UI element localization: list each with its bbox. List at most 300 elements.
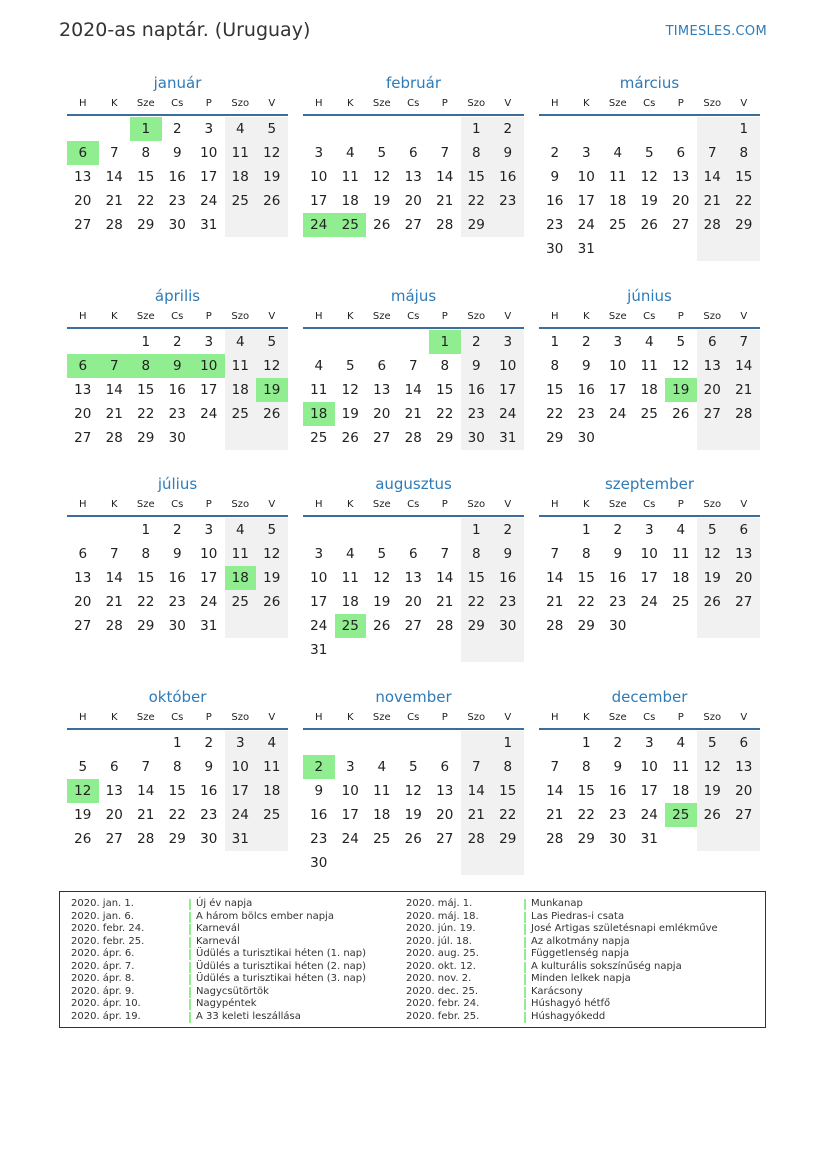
day-cell: 17	[200, 570, 218, 586]
weekday-label: Szo	[703, 311, 722, 322]
day-cell: 25	[310, 430, 328, 446]
day-cell: 23	[461, 402, 493, 426]
weekday-label: K	[110, 98, 118, 109]
day-cell: 7	[550, 759, 560, 775]
day-cell: 26	[697, 590, 729, 614]
day-cell: 12	[373, 169, 391, 185]
empty-cell	[634, 117, 666, 141]
day-cell: 19	[256, 566, 288, 590]
legend-row	[71, 998, 391, 1011]
weekday-label: V	[504, 499, 512, 510]
day-cell: 18	[225, 378, 257, 402]
day-cell: 30	[609, 618, 627, 634]
day-cell: 1	[581, 735, 591, 751]
holiday-name: A 33 keleti leszállása	[196, 1010, 301, 1022]
day-cell: 20	[436, 807, 454, 823]
day-cell: 28	[461, 827, 493, 851]
day-cell: 8	[581, 546, 591, 562]
day-cell: 23	[492, 590, 524, 614]
day-cell: 4	[225, 518, 257, 542]
day-cell: 27	[105, 831, 123, 847]
holiday-name: Karácsony	[531, 985, 583, 997]
day-cell: 25	[640, 406, 658, 422]
day-cell: 5	[256, 518, 288, 542]
empty-cell	[728, 827, 760, 851]
day-cell: 11	[225, 542, 257, 566]
empty-cell	[99, 330, 131, 354]
weekday-label: H	[78, 311, 87, 322]
day-cell: 16	[577, 382, 595, 398]
day-cell: 12	[640, 169, 658, 185]
day-cell: 20	[672, 193, 690, 209]
empty-cell	[193, 426, 225, 450]
day-cell: 15	[436, 382, 454, 398]
day-cell: 25	[672, 594, 690, 610]
empty-cell	[492, 213, 524, 237]
day-cell: 16	[492, 566, 524, 590]
holiday-name: Karnevál	[196, 923, 240, 934]
weekday-label: K	[110, 712, 118, 723]
empty-cell	[634, 237, 666, 261]
day-cell: 28	[697, 213, 729, 237]
day-cell: 29	[461, 614, 493, 638]
day-cell: 3	[644, 735, 654, 751]
holiday-day: 25	[665, 803, 697, 827]
day-cell: 6	[697, 330, 729, 354]
day-cell: 12	[404, 783, 422, 799]
day-cell: 21	[436, 594, 454, 610]
legend-column-right	[406, 898, 726, 1023]
day-cell: 5	[408, 759, 418, 775]
day-cell: 10	[200, 145, 218, 161]
day-cell: 24	[200, 406, 218, 422]
day-cell: 2	[172, 522, 182, 538]
day-cell: 6	[78, 546, 88, 562]
holiday-name: Munkanap	[531, 898, 583, 909]
day-cell: 17	[640, 570, 658, 586]
day-cell: 12	[697, 542, 729, 566]
month-1	[67, 72, 288, 237]
day-cell: 23	[546, 217, 564, 233]
day-cell: 24	[341, 831, 359, 847]
holiday-marker	[189, 962, 191, 973]
day-cell: 8	[440, 358, 450, 374]
weekday-label: Cs	[171, 311, 184, 322]
weekday-label: Szo	[231, 311, 250, 322]
day-cell: 27	[728, 803, 760, 827]
day-cell: 17	[310, 193, 328, 209]
day-cell: 6	[408, 145, 418, 161]
day-cell: 15	[546, 382, 564, 398]
day-cell: 8	[550, 358, 560, 374]
weekday-label: H	[314, 311, 323, 322]
day-cell: 15	[577, 570, 595, 586]
empty-cell	[67, 117, 99, 141]
day-cell: 10	[341, 783, 359, 799]
empty-cell	[303, 117, 335, 141]
empty-cell	[335, 518, 367, 542]
day-cell: 11	[609, 169, 627, 185]
weekday-header	[303, 495, 524, 517]
holiday-date: 2020. febr. 25.	[406, 1010, 480, 1022]
day-cell: 13	[74, 382, 92, 398]
holiday-day: 18	[303, 402, 335, 426]
month-title: október	[148, 688, 207, 706]
legend-row	[71, 1011, 391, 1024]
day-cell: 26	[373, 217, 391, 233]
holiday-marker	[189, 937, 191, 948]
empty-cell	[539, 518, 571, 542]
day-cell: 25	[225, 189, 257, 213]
day-cell: 29	[168, 831, 186, 847]
day-cell: 15	[461, 566, 493, 590]
weekday-label: P	[441, 712, 448, 723]
empty-cell	[398, 638, 430, 662]
day-cell: 14	[404, 382, 422, 398]
day-cell: 26	[256, 590, 288, 614]
day-cell: 28	[404, 430, 422, 446]
legend-row	[71, 973, 391, 986]
day-cell: 11	[341, 570, 359, 586]
legend-row	[406, 986, 726, 999]
day-cell: 11	[373, 783, 391, 799]
day-cell: 14	[436, 169, 454, 185]
empty-cell	[130, 731, 162, 755]
holiday-date: 2020. febr. 25.	[71, 935, 145, 947]
empty-cell	[697, 237, 729, 261]
empty-cell	[256, 827, 288, 851]
day-cell: 15	[577, 783, 595, 799]
weekday-label: V	[504, 712, 512, 723]
day-cell: 20	[404, 594, 422, 610]
weekday-label: V	[504, 311, 512, 322]
day-cell: 29	[436, 430, 454, 446]
empty-cell	[429, 518, 461, 542]
empty-cell	[665, 614, 697, 638]
holiday-name: A kulturális sokszínűség napja	[531, 960, 682, 972]
month-title: március	[619, 74, 680, 92]
empty-cell	[256, 614, 288, 638]
weekday-header	[303, 708, 524, 730]
day-cell: 29	[577, 831, 595, 847]
empty-cell	[398, 518, 430, 542]
empty-cell	[335, 638, 367, 662]
day-cell: 12	[256, 141, 288, 165]
day-cell: 7	[408, 358, 418, 374]
day-grid	[303, 731, 524, 875]
day-cell: 23	[492, 189, 524, 213]
weekday-label: Cs	[407, 311, 420, 322]
day-cell: 22	[461, 590, 493, 614]
weekday-label: H	[314, 499, 323, 510]
day-cell: 24	[492, 402, 524, 426]
holiday-name: Minden lelkek napja	[531, 973, 631, 984]
day-cell: 25	[609, 217, 627, 233]
day-cell: 10	[577, 169, 595, 185]
legend-row	[71, 986, 391, 999]
day-cell: 23	[168, 594, 186, 610]
weekday-label: V	[268, 712, 276, 723]
weekday-label: H	[550, 499, 559, 510]
day-cell: 13	[373, 382, 391, 398]
month-11	[303, 686, 524, 875]
holiday-name: Az alkotmány napja	[531, 935, 630, 947]
day-cell: 14	[137, 783, 155, 799]
day-cell: 20	[728, 566, 760, 590]
weekday-label: Cs	[171, 98, 184, 109]
day-cell: 7	[697, 141, 729, 165]
weekday-label: K	[346, 311, 354, 322]
holiday-marker	[524, 924, 526, 935]
holiday-legend	[59, 891, 766, 1028]
day-grid	[67, 731, 288, 851]
weekday-label: Sze	[372, 499, 391, 510]
day-cell: 10	[492, 354, 524, 378]
day-cell: 26	[341, 430, 359, 446]
day-cell: 2	[581, 334, 591, 350]
holiday-date: 2020. nov. 2.	[406, 973, 472, 984]
holiday-marker	[524, 949, 526, 960]
day-cell: 10	[640, 759, 658, 775]
weekday-header	[539, 495, 760, 517]
day-cell: 9	[492, 542, 524, 566]
day-cell: 19	[373, 193, 391, 209]
day-cell: 19	[640, 193, 658, 209]
day-cell: 7	[728, 330, 760, 354]
weekday-label: Sze	[608, 311, 627, 322]
day-cell: 24	[640, 594, 658, 610]
day-cell: 16	[492, 165, 524, 189]
day-cell: 23	[310, 831, 328, 847]
holiday-day: 6	[67, 354, 99, 378]
day-cell: 13	[74, 169, 92, 185]
day-cell: 24	[200, 193, 218, 209]
day-cell: 10	[225, 755, 257, 779]
day-cell: 21	[137, 807, 155, 823]
day-cell: 24	[640, 807, 658, 823]
day-cell: 8	[141, 546, 151, 562]
holiday-name: Karnevál	[196, 935, 240, 947]
day-cell: 22	[577, 594, 595, 610]
day-cell: 10	[310, 570, 328, 586]
empty-cell	[303, 330, 335, 354]
day-cell: 4	[345, 546, 355, 562]
day-cell: 4	[644, 334, 654, 350]
day-cell: 21	[105, 594, 123, 610]
holiday-day: 10	[193, 354, 225, 378]
day-cell: 31	[225, 827, 257, 851]
weekday-label: Szo	[467, 98, 486, 109]
day-cell: 26	[404, 831, 422, 847]
day-cell: 5	[644, 145, 654, 161]
day-cell: 30	[461, 426, 493, 450]
weekday-label: Cs	[407, 712, 420, 723]
empty-cell	[67, 731, 99, 755]
weekday-label: P	[205, 98, 212, 109]
day-cell: 31	[310, 642, 328, 658]
holiday-date: 2020. dec. 25.	[406, 985, 479, 997]
day-cell: 2	[172, 334, 182, 350]
day-cell: 12	[672, 358, 690, 374]
weekday-header	[67, 307, 288, 329]
day-cell: 8	[141, 145, 151, 161]
legend-row	[406, 1011, 726, 1024]
day-cell: 6	[728, 731, 760, 755]
day-cell: 9	[581, 358, 591, 374]
day-cell: 27	[436, 831, 454, 847]
day-cell: 6	[728, 518, 760, 542]
day-cell: 27	[404, 618, 422, 634]
day-cell: 18	[341, 594, 359, 610]
legend-row	[406, 961, 726, 974]
holiday-date: 2020. aug. 25.	[406, 948, 479, 959]
empty-cell	[634, 614, 666, 638]
month-title: augusztus	[375, 475, 452, 493]
day-cell: 17	[609, 382, 627, 398]
month-8	[303, 473, 524, 662]
weekday-label: Cs	[171, 499, 184, 510]
holiday-marker	[189, 924, 191, 935]
day-cell: 24	[577, 217, 595, 233]
weekday-header	[539, 708, 760, 730]
day-cell: 17	[225, 779, 257, 803]
day-cell: 21	[697, 189, 729, 213]
day-cell: 9	[550, 169, 560, 185]
weekday-label: Sze	[372, 311, 391, 322]
day-cell: 1	[141, 334, 151, 350]
day-cell: 8	[728, 141, 760, 165]
day-cell: 22	[577, 807, 595, 823]
weekday-label: H	[550, 712, 559, 723]
day-cell: 29	[137, 430, 155, 446]
weekday-label: V	[268, 499, 276, 510]
empty-cell	[461, 731, 493, 755]
day-cell: 1	[461, 117, 493, 141]
holiday-marker	[524, 999, 526, 1010]
day-cell: 19	[697, 566, 729, 590]
day-cell: 7	[109, 145, 119, 161]
empty-cell	[366, 731, 398, 755]
empty-cell	[697, 426, 729, 450]
holiday-day: 19	[665, 378, 697, 402]
empty-cell	[256, 213, 288, 237]
weekday-label: K	[346, 499, 354, 510]
day-cell: 20	[74, 193, 92, 209]
empty-cell	[429, 638, 461, 662]
day-cell: 11	[672, 546, 690, 562]
day-cell: 15	[137, 570, 155, 586]
day-cell: 22	[492, 803, 524, 827]
day-cell: 12	[341, 382, 359, 398]
holiday-name: Üdülés a turisztikai héten (1. nap)	[196, 948, 367, 959]
empty-cell	[429, 851, 461, 875]
holiday-date: 2020. febr. 24.	[71, 923, 145, 934]
day-cell: 8	[461, 141, 493, 165]
day-cell: 9	[314, 783, 324, 799]
holiday-day: 2	[303, 755, 335, 779]
day-cell: 4	[676, 522, 686, 538]
day-cell: 5	[377, 546, 387, 562]
weekday-label: Sze	[372, 712, 391, 723]
day-cell: 20	[728, 779, 760, 803]
day-cell: 4	[676, 735, 686, 751]
day-cell: 3	[581, 145, 591, 161]
day-cell: 29	[577, 618, 595, 634]
day-cell: 31	[200, 618, 218, 634]
day-cell: 13	[74, 570, 92, 586]
day-cell: 27	[74, 217, 92, 233]
holiday-marker	[189, 899, 191, 910]
holiday-date: 2020. ápr. 7.	[71, 960, 135, 972]
legend-column-left	[71, 898, 391, 1023]
weekday-label: K	[582, 712, 590, 723]
day-cell: 29	[137, 217, 155, 233]
day-cell: 26	[74, 831, 92, 847]
holiday-date: 2020. ápr. 9.	[71, 985, 135, 997]
day-cell: 14	[697, 165, 729, 189]
weekday-label: K	[346, 98, 354, 109]
day-cell: 21	[105, 406, 123, 422]
day-cell: 28	[105, 618, 123, 634]
day-cell: 27	[728, 590, 760, 614]
holiday-day: 8	[130, 354, 162, 378]
day-cell: 9	[172, 145, 182, 161]
weekday-label: Szo	[467, 311, 486, 322]
day-cell: 29	[492, 827, 524, 851]
day-cell: 8	[172, 759, 182, 775]
day-cell: 28	[436, 618, 454, 634]
brand-link[interactable]: TIMESLES.COM	[665, 24, 767, 39]
empty-cell	[366, 330, 398, 354]
day-cell: 29	[137, 618, 155, 634]
day-cell: 19	[341, 406, 359, 422]
day-cell: 2	[492, 518, 524, 542]
day-cell: 13	[404, 570, 422, 586]
empty-cell	[225, 213, 257, 237]
holiday-date: 2020. máj. 18.	[406, 910, 479, 922]
holiday-name: A három bölcs ember napja	[196, 910, 334, 922]
legend-row	[71, 923, 391, 936]
day-cell: 25	[225, 402, 257, 426]
day-cell: 6	[109, 759, 119, 775]
day-cell: 9	[172, 546, 182, 562]
weekday-label: Cs	[407, 499, 420, 510]
month-title: szeptember	[604, 475, 695, 493]
weekday-label: Szo	[467, 712, 486, 723]
day-cell: 12	[256, 354, 288, 378]
holiday-marker	[189, 987, 191, 998]
day-cell: 14	[546, 783, 564, 799]
empty-cell	[398, 851, 430, 875]
holiday-name: Nagypéntek	[196, 998, 257, 1009]
empty-cell	[697, 827, 729, 851]
day-cell: 11	[225, 141, 257, 165]
holiday-marker	[524, 1012, 526, 1023]
legend-row	[406, 923, 726, 936]
holiday-date: 2020. jan. 6.	[71, 910, 134, 922]
day-cell: 26	[640, 217, 658, 233]
day-cell: 18	[225, 165, 257, 189]
day-cell: 4	[377, 759, 387, 775]
weekday-label: Cs	[643, 499, 656, 510]
weekday-label: Szo	[467, 499, 486, 510]
weekday-label: P	[677, 98, 684, 109]
empty-cell	[665, 426, 697, 450]
day-cell: 11	[341, 169, 359, 185]
day-cell: 13	[697, 354, 729, 378]
legend-row	[406, 973, 726, 986]
weekday-label: K	[346, 712, 354, 723]
